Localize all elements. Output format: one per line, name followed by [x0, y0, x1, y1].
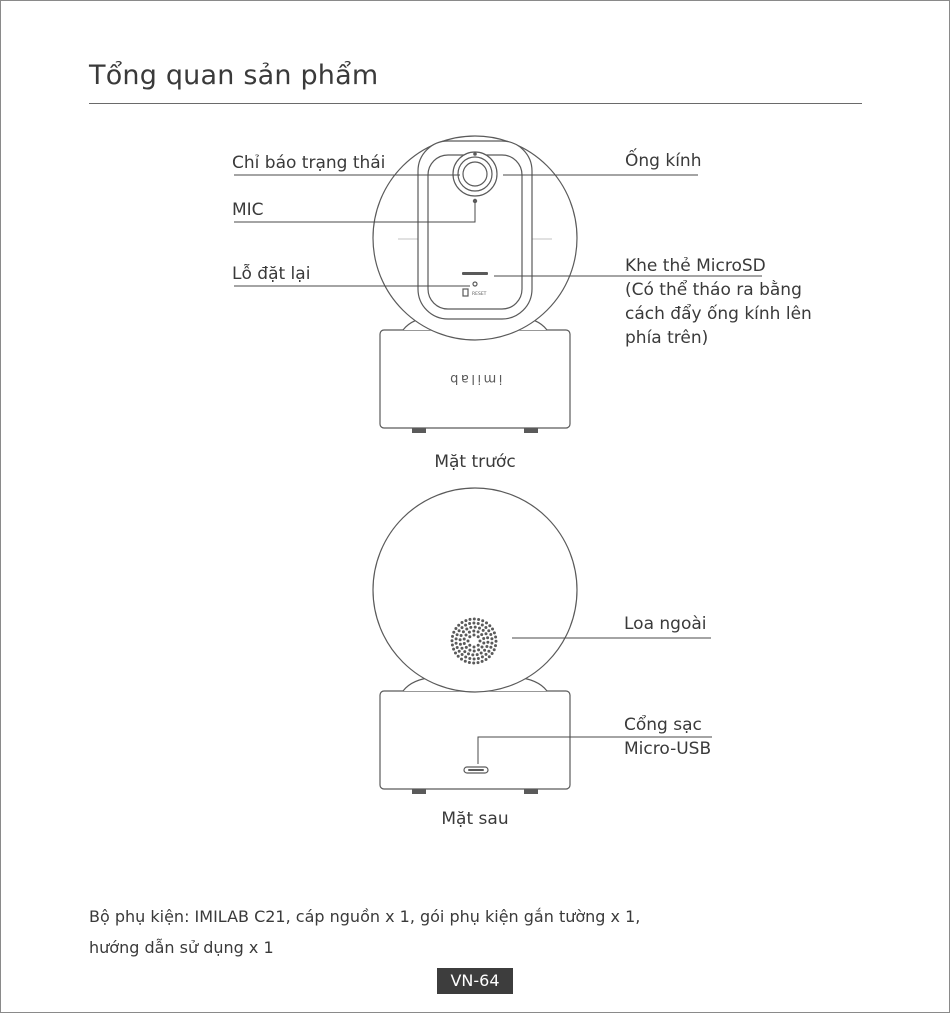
back-camera-illustration: [373, 488, 577, 794]
speaker-hole: [468, 622, 471, 625]
speaker-hole: [462, 630, 465, 633]
label-charging-line: Cổng sạc: [624, 715, 702, 735]
speaker-hole: [486, 641, 489, 644]
speaker-hole: [469, 618, 472, 621]
speaker-hole: [457, 655, 460, 658]
speaker-hole: [458, 650, 461, 653]
speaker-hole: [464, 656, 467, 659]
speaker-hole: [465, 646, 468, 649]
label-mic: MIC: [232, 200, 264, 220]
speaker-hole: [490, 637, 493, 640]
speaker-hole: [477, 630, 480, 633]
speaker-hole: [485, 645, 488, 648]
speaker-hole: [476, 653, 479, 656]
speaker-hole: [477, 644, 480, 647]
speaker-hole: [464, 660, 467, 663]
accessories-line: Bộ phụ kiện: IMILAB C21, cáp nguồn x 1, gói phụ kiện gắn tường x 1,: [89, 907, 641, 926]
speaker-hole: [477, 618, 480, 621]
speaker-hole: [473, 650, 476, 653]
speaker-hole: [451, 644, 454, 647]
label-microsd-slot: [625, 254, 812, 350]
speaker-hole: [472, 630, 475, 633]
page-number: VN-64: [437, 968, 513, 994]
speaker-hole: [472, 622, 475, 625]
speaker-hole: [461, 653, 464, 656]
speaker-hole: [485, 658, 488, 661]
label-microsd-line: cách đẩy ống kính lên: [625, 304, 812, 324]
speaker-hole: [472, 662, 475, 665]
speaker-hole: [482, 642, 485, 645]
accessories-text: [89, 901, 640, 963]
speaker-hole: [471, 653, 474, 656]
speaker-hole: [460, 634, 463, 637]
speaker-hole: [490, 642, 493, 645]
speaker-hole: [465, 634, 468, 637]
brand-logo-text: imilab: [447, 371, 503, 386]
speaker-hole: [468, 635, 471, 638]
speaker-hole: [455, 637, 458, 640]
speaker-hole: [491, 652, 494, 655]
speaker-hole: [480, 633, 483, 636]
speaker-hole: [474, 626, 477, 629]
speaker-hole: [494, 636, 497, 639]
speaker-hole: [452, 631, 455, 634]
speaker-hole: [477, 622, 480, 625]
speaker-hole: [473, 618, 476, 621]
speaker-hole: [469, 626, 472, 629]
speaker-hole: [467, 640, 470, 643]
speaker-hole: [473, 634, 476, 637]
front-camera-illustration: [373, 136, 577, 433]
label-reset-hole: Lỗ đặt lại: [232, 264, 311, 284]
speaker-hole: [459, 643, 462, 646]
label-speaker: Loa ngoài: [624, 614, 707, 634]
speaker-hole: [451, 635, 454, 638]
speaker-hole: [488, 655, 491, 658]
speaker-hole: [480, 652, 483, 655]
speaker-hole: [473, 646, 476, 649]
label-charging-line: Micro-USB: [624, 739, 712, 759]
speaker-hole: [487, 629, 490, 632]
speaker-hole: [482, 629, 485, 632]
speaker-hole: [482, 637, 485, 640]
speaker-hole: [481, 624, 484, 627]
page-title: Tổng quan sản phẩm: [89, 60, 379, 91]
speaker-hole: [477, 657, 480, 660]
speaker-hole: [491, 628, 494, 631]
speaker-hole: [494, 644, 497, 647]
speaker-hole: [455, 642, 458, 645]
speaker-hole: [461, 621, 464, 624]
label-microsd-line: phía trên): [625, 328, 709, 348]
back-caption: Mặt sau: [441, 809, 509, 829]
speaker-hole: [489, 646, 492, 649]
speaker-hole: [468, 644, 471, 647]
speaker-hole: [464, 624, 467, 627]
reset-text: RESET: [472, 292, 487, 297]
speaker-hole: [456, 633, 459, 636]
speaker-hole: [483, 649, 486, 652]
accessories-line: hướng dẫn sử dụng x 1: [89, 938, 274, 957]
speaker-hole: [489, 633, 492, 636]
speaker-hole: [457, 624, 460, 627]
speaker-hole: [495, 640, 498, 643]
speaker-hole: [463, 642, 466, 645]
speaker-hole: [481, 655, 484, 658]
front-caption: Mặt trước: [434, 452, 516, 472]
speaker-hole: [487, 650, 490, 653]
speaker-hole: [467, 652, 470, 655]
speaker-hole: [461, 626, 464, 629]
label-microsd-line: (Có thể tháo ra bằng: [625, 280, 802, 300]
speaker-hole: [461, 647, 464, 650]
speaker-hole: [481, 660, 484, 663]
speaker-hole: [463, 638, 466, 641]
speaker-hole: [458, 629, 461, 632]
speaker-hole: [460, 658, 463, 661]
speaker-hole: [464, 619, 467, 622]
speaker-hole: [468, 649, 471, 652]
speaker-hole: [479, 640, 482, 643]
speaker-hole: [485, 632, 488, 635]
speaker-hole: [452, 648, 455, 651]
speaker-hole: [456, 646, 459, 649]
speaker-hole: [481, 646, 484, 649]
speaker-hole: [473, 658, 476, 661]
speaker-hole: [454, 652, 457, 655]
speaker-hole: [468, 661, 471, 664]
speaker-hole: [463, 650, 466, 653]
label-status-indicator: Chỉ báo trạng thái: [232, 153, 386, 173]
speaker-hole: [493, 631, 496, 634]
speaker-hole: [488, 624, 491, 627]
label-lens: Ống kính: [625, 151, 702, 171]
speaker-hole: [468, 657, 471, 660]
speaker-hole: [454, 627, 457, 630]
speaker-hole: [465, 628, 468, 631]
speaker-hole: [481, 619, 484, 622]
speaker-hole: [459, 638, 462, 641]
speaker-hole: [484, 626, 487, 629]
speaker-hole: [451, 639, 454, 642]
speaker-hole: [486, 636, 489, 639]
speaker-hole: [485, 621, 488, 624]
speaker-hole: [478, 627, 481, 630]
speaker-hole: [493, 648, 496, 651]
speaker-hole: [477, 661, 480, 664]
label-microsd-line: Khe thẻ MicroSD: [625, 256, 766, 276]
speaker-hole: [477, 648, 480, 651]
label-charging-port: [624, 713, 711, 761]
speaker-hole: [477, 635, 480, 638]
speaker-hole: [468, 631, 471, 634]
speaker-hole: [485, 653, 488, 656]
